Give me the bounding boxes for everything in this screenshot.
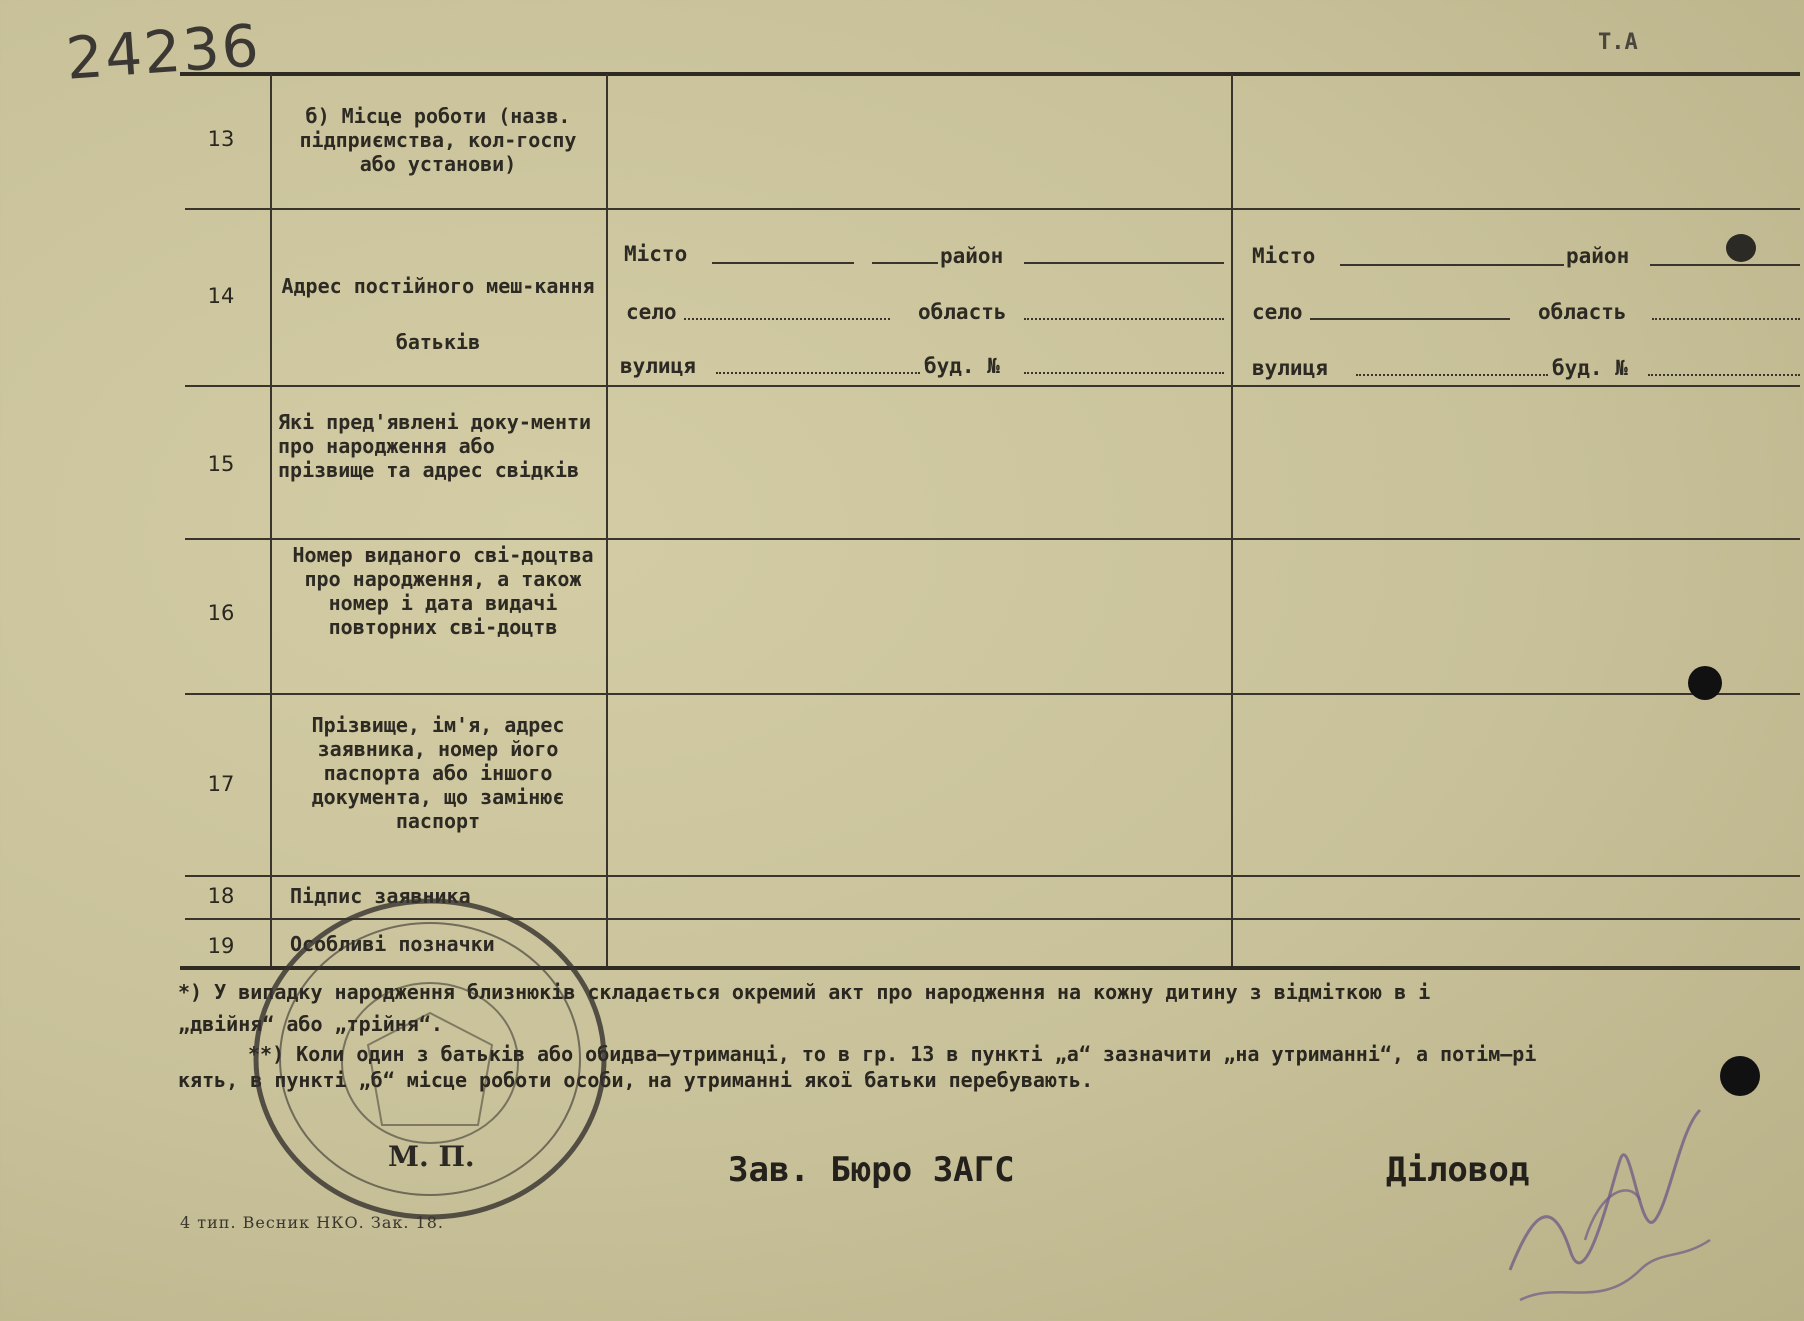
row-divider — [185, 208, 1800, 210]
city-line — [712, 262, 854, 264]
village-label: село — [1252, 300, 1303, 324]
punch-hole — [1688, 666, 1722, 700]
row-label: Особливі позначки — [290, 932, 495, 956]
official-stamp — [248, 895, 612, 1223]
stamp-graphic — [248, 895, 612, 1223]
building-label: буд. № — [1552, 356, 1628, 380]
footnote-twins-cont: „двійня“ або „трійня“. — [178, 1012, 443, 1036]
village-line — [684, 318, 890, 320]
city-label: Місто — [624, 242, 688, 266]
village-label: село — [626, 300, 677, 324]
city-line — [872, 262, 938, 264]
district-line — [1024, 262, 1224, 264]
col-divider — [1231, 74, 1233, 966]
row-divider — [185, 875, 1800, 877]
clerk-handwritten-signature — [1490, 1070, 1730, 1320]
row-number: 14 — [207, 284, 235, 308]
village-line — [1310, 318, 1510, 320]
row-label: Номер виданого сві-доцтва про народження, а також номер і дата видачі повторних сві-доцтв — [292, 543, 594, 639]
header-mark: Т.А — [1598, 30, 1638, 55]
region-line — [1652, 318, 1800, 320]
district-label: район — [1566, 244, 1630, 268]
street-line — [716, 372, 920, 374]
footnote-dependents: **) Коли один з батьків або обидва—утриманці, то в гр. 13 в пункті „а“ зазначити „на утриманні“, а потім—рі — [248, 1042, 1537, 1066]
ink-blot — [1726, 234, 1756, 262]
row-number: 13 — [207, 127, 235, 151]
head-signature-label: Зав. Бюро ЗАГС — [728, 1150, 1015, 1190]
clerk-signature-label: Діловод — [1386, 1150, 1530, 1190]
row-divider — [185, 385, 1800, 387]
row-label: Які пред'явлені доку-менти про народження або прізвище та адрес свідків — [278, 410, 592, 482]
region-line — [1024, 318, 1224, 320]
building-line — [1024, 372, 1224, 374]
street-line — [1356, 374, 1548, 376]
region-label: область — [918, 300, 1007, 324]
row-divider — [185, 693, 1800, 695]
street-label: вулиця — [1252, 356, 1328, 380]
row-number: 19 — [207, 934, 235, 958]
row-number: 18 — [207, 884, 235, 908]
punch-hole — [1720, 1056, 1760, 1096]
district-label: район — [940, 244, 1004, 268]
col-divider — [606, 74, 608, 966]
stamp-center-text: М. П. — [388, 1140, 475, 1173]
col-divider — [270, 74, 272, 966]
table-top-rule — [180, 72, 1800, 76]
region-label: область — [1538, 300, 1627, 324]
row-label: Підпис заявника — [290, 884, 471, 908]
archive-number: 24236 — [63, 11, 263, 93]
row-label: Прізвище, ім'я, адрес заявника, номер його паспорта або іншого документа, що замінює паспорт — [311, 713, 565, 833]
city-line — [1340, 264, 1564, 266]
row-divider — [185, 538, 1800, 540]
row-number: 17 — [207, 772, 235, 796]
row-label: Адрес постійного меш-кання батьків — [281, 274, 595, 354]
row-number: 15 — [207, 452, 235, 476]
building-label: буд. № — [924, 354, 1000, 378]
street-label: вулиця — [620, 354, 696, 378]
footnote-dependents-cont: кять, в пункті „б“ місце роботи особи, на утриманні якої батьки перебувають. — [178, 1068, 1094, 1092]
row-label: б) Місце роботи (назв. підприємства, кол-госпу або установи) — [299, 104, 577, 176]
row-number: 16 — [207, 601, 235, 625]
district-line — [1650, 264, 1800, 266]
city-label: Місто — [1252, 244, 1316, 268]
building-line — [1648, 374, 1800, 376]
footnote-twins: *) У випадку народження близнюків складається окремий акт про народження на кожну дитину з відміткою в і — [178, 980, 1431, 1004]
printer-line: 4 тип. Весник НКО. Зак. 18. — [180, 1213, 444, 1232]
